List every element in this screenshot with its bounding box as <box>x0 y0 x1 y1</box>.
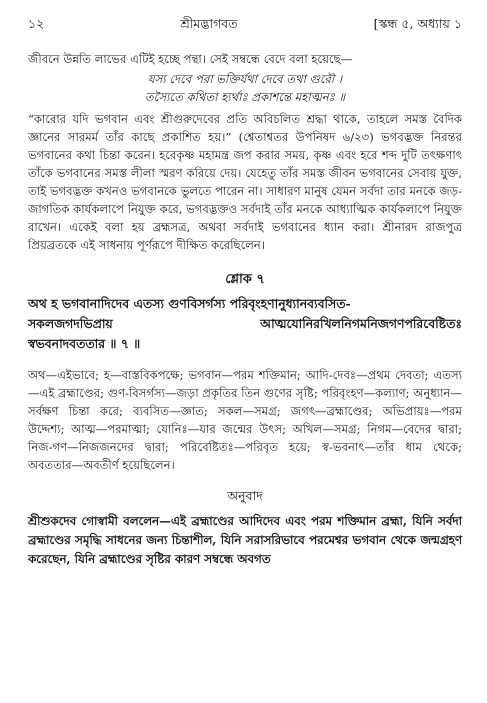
purport-paragraph: “কারোর যদি ভগবান এবং শ্রীগুরুদেবের প্রতি অবিচলিত শ্রদ্ধা থাকে, তাহলে সমস্ত বৈদিক জ্ঞানের সারমর্ম তাঁর কাছে প্রকাশিত হয়।” (শ্বেতাশ্বতর উপনিষদ ৬/২৩) ভগবদ্ভক্ত নিরন্তর ভগবানের কথা চিন্তা করেন। হরেকৃষ্ণ মহামন্ত্র জপ করার সময়, কৃষ্ণ এবং হরে শব্দ দুটি তৎক্ষণাৎ তাঁকে ভগবানের সমস্ত লীলা স্মরণ করিয়ে দেয়। যেহেতু তাঁর সমস্ত জীবন ভগবানের সেবায় যুক্ত, তাই ভগবদ্ভক্ত কখনও ভগবানকে ভুলতে পারেন না। সাধারণ মানুষ যেমন সর্বদা তার মনকে জড়-জাগতিক কার্যকলাপে নিযুক্ত করে, ভগবদ্ভক্তও সর্বদাই তাঁর মনকে আধ্যাত্মিক কার্যকলাপে নিযুক্ত রাখেন। একেই বলা হয় ব্রহ্মসত্র, অথবা সর্বদাই ভগবানের ধ্যান করা। শ্রীনারদ রাজপুত্র প্রিয়ব্রতকে এই সাধনায় পূর্ণরূপে দীক্ষিত করেছিলেন। <box>28 112 462 252</box>
intro-line: জীবনে উন্নতি লাভের এটিই হচ্ছে পন্থা। সেই সম্বন্ধে বেদে বলা হয়েছে— <box>28 52 353 66</box>
word-for-word-synonyms: অথ—এইভাবে; হ—বাস্তবিকপক্ষে; ভগবান—পরম শক্তিমান; আদি-দেবঃ—প্রথম দেবতা; এতস্য—এই ব্রহ্মাণ্ডের; গুণ-বিসর্গস্য—জড়া প্রকৃতির তিন গুণের সৃষ্টি; পরিবৃংহণ—কল্যাণ; অনুধ্যান—সর্বক্ষণ চিন্তা করে; ব্যবসিত—জ্ঞাত; সকল—সমগ্র; জগৎ—ব্রহ্মাণ্ডের; অভিপ্রায়ঃ—পরম উদ্দেশ্য; আত্ম—পরমাত্মা; যোনিঃ—যার জন্মের উৎস; অখিল—সমগ্র; নিগম—বেদের দ্বারা; নিজ-গণ—নিজজনদের দ্বারা; পরিবেষ্টিতঃ—পরিবৃত হয়ে; স্ব-ভবনাৎ—তাঁর ধাম থেকে; অবততার—অবতীর্ণ হয়েছিলেন। <box>28 368 462 472</box>
page-number: ১২ <box>28 16 45 31</box>
quoted-verse <box>28 70 462 106</box>
page-header <box>28 0 462 36</box>
shloka-text <box>28 294 462 354</box>
quoted-verse-line-1: যস্য দেবে পরা ভক্তির্যথা দেবে তথা গুরৌ । <box>147 72 343 86</box>
shloka-line-1: অথ হ ভগবানাদিদেব এতস্য গুণবিসর্গস্য পরিবৃংহণানুধ্যানব্যবসিত- <box>28 296 351 311</box>
translation-text: শ্রীশুকদেব গোস্বামী বললেন—এই ব্রহ্মাণ্ডের আদিদেব এবং পরম শক্তিমান ব্রহ্মা, যিনি সর্বদা ব্রহ্মাণ্ডের সমৃদ্ধি সাধনের জন্য চিন্তাশীল, যিনি সরাসরিভাবে পরমেশ্বর ভগবান থেকে জন্মগ্রহণ করেছেন, যিনি ব্রহ্মাণ্ডের সৃষ্টির কারণ সম্বন্ধে অবগত <box>28 514 462 566</box>
shloka-line-3: স্বভবনাদবততার ॥ ৭ ॥ <box>28 336 141 351</box>
book-title: শ্রীমদ্ভাগবত <box>180 16 238 31</box>
translation-heading: অনুবাদ <box>227 488 263 503</box>
chapter-reference: [স্কন্ধ ৫, অধ্যায় ১ <box>373 16 462 31</box>
shloka-line-2: সকলজগদভিপ্রায় আত্মযোনিরখিলনিগমনিজগণপরিবেষ্টিতঃ <box>28 316 462 331</box>
quoted-verse-line-2: তস্যৈতে কথিতা হ্যর্থাঃ প্রকাশন্তে মহাত্মনঃ ॥ <box>144 90 346 104</box>
shloka-heading: শ্লোক ৭ <box>225 272 265 287</box>
